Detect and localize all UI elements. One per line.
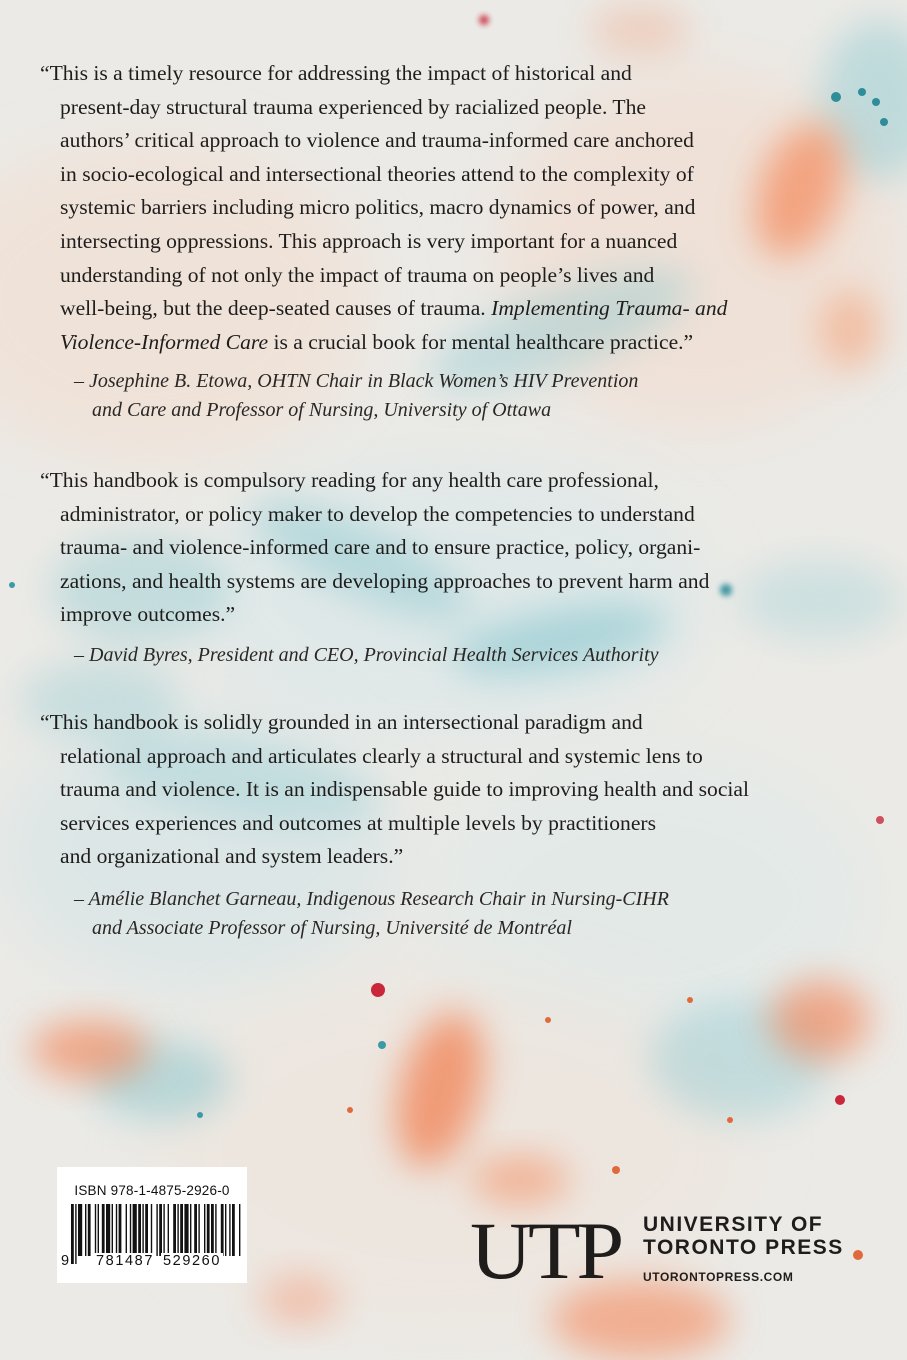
barcode-bar <box>112 1204 113 1256</box>
isbn-digit-first: 9 <box>61 1253 70 1269</box>
quote-line: services experiences and outcomes at multiple levels by practitioners <box>60 810 657 835</box>
quote-line: systemic barriers including micro politics, macro dynamics of power, and <box>60 195 696 220</box>
publisher-name-line-1: UNIVERSITY OF <box>643 1213 824 1236</box>
quote-line: in socio-ecological and intersectional theories attend to the complexity of <box>60 161 694 186</box>
publisher-name-line-2: TORONTO PRESS <box>643 1236 844 1259</box>
barcode-bar <box>229 1204 230 1256</box>
barcode-bar <box>142 1204 143 1256</box>
quote-line: “This handbook is compulsory reading for any health care professional, <box>40 468 659 492</box>
book-title: Implementing Trauma- and <box>491 296 728 321</box>
attribution-3 <box>74 885 669 943</box>
quote-line: trauma and violence. It is an indispensable guide to improving health and social <box>60 777 750 802</box>
barcode-bar <box>138 1204 141 1256</box>
attribution-line: – David Byres, President and CEO, Provincial Health Services Authority <box>74 644 659 666</box>
barcode-bar <box>106 1204 110 1256</box>
quote-line: and organizational and system leaders.” <box>60 844 404 869</box>
utp-logo <box>470 1210 630 1290</box>
barcode-bar <box>145 1204 148 1256</box>
isbn-label: ISBN 978-1-4875-2926-0 <box>74 1183 230 1198</box>
barcode-bar <box>85 1204 86 1256</box>
attribution-1 <box>74 367 638 425</box>
barcode-bar <box>180 1204 183 1256</box>
barcode-bar <box>130 1204 131 1256</box>
barcode-bar <box>95 1204 96 1256</box>
quote-line: zations, and health systems are developing approaches to prevent harm and <box>60 568 710 593</box>
quote-line: relational approach and articulates clearly a structural and systemic lens to <box>60 743 703 768</box>
barcode-bar <box>156 1204 157 1256</box>
barcode-bar <box>78 1204 82 1256</box>
quote-line: intersecting oppressions. This approach is very important for a nuanced <box>60 228 678 253</box>
barcode-bar <box>184 1204 188 1256</box>
isbn-barcode-box <box>57 1167 247 1283</box>
barcode-bar <box>163 1204 164 1256</box>
barcode-bar <box>177 1204 178 1256</box>
attribution-line: – Amélie Blanchet Garneau, Indigenous Research Chair in Nursing-CIHR <box>74 888 669 910</box>
isbn-digits-right: 529260 <box>163 1253 221 1269</box>
quote-line: understanding of not only the impact of trauma on people’s lives and <box>60 262 655 287</box>
barcode-bar <box>194 1204 197 1256</box>
barcode-bar <box>207 1204 210 1256</box>
barcode-bar <box>88 1204 91 1256</box>
quote-line: present-day structural trauma experienced by racialized people. The <box>60 94 646 119</box>
barcode-bar <box>239 1204 240 1256</box>
isbn-digits-left: 781487 <box>96 1253 154 1269</box>
endorsement-quote-3 <box>40 706 860 874</box>
barcode-bar <box>159 1204 162 1256</box>
barcode-bar <box>198 1204 199 1256</box>
attribution-line: and Associate Professor of Nursing, Université de Montréal <box>92 917 572 939</box>
attribution-2 <box>74 641 659 670</box>
endorsement-quote-1 <box>40 57 860 359</box>
quote-line: administrator, or policy maker to develop the competencies to understand <box>60 501 695 526</box>
barcode-bar <box>225 1204 226 1256</box>
book-title: Violence-Informed Care <box>60 329 269 354</box>
barcode-bar <box>126 1204 127 1256</box>
barcode-bar <box>133 1204 137 1256</box>
barcode-bar <box>102 1204 105 1256</box>
barcode-bar <box>116 1204 117 1256</box>
barcode-bar <box>232 1204 235 1256</box>
publisher-name <box>643 1213 844 1259</box>
barcode-bar <box>221 1204 224 1256</box>
quote-line: trauma- and violence-informed care and to ensure practice, policy, organi- <box>60 535 701 560</box>
barcode-bar <box>211 1204 214 1256</box>
quote-line <box>40 326 860 360</box>
barcode-bar <box>151 1204 152 1256</box>
quote-line: “This is a timely resource for addressing the impact of historical and <box>40 61 632 85</box>
barcode-bar <box>215 1204 216 1256</box>
barcode-bar <box>190 1204 191 1256</box>
barcode-bar <box>204 1204 205 1256</box>
barcode-bar <box>98 1204 99 1256</box>
utp-logo-text: UTP <box>470 1210 622 1290</box>
publisher-url: UTORONTOPRESS.COM <box>643 1270 794 1284</box>
barcode-bar <box>119 1204 122 1256</box>
quote-line <box>40 292 860 326</box>
endorsement-quote-2 <box>40 464 860 632</box>
quote-line: authors’ critical approach to violence and trauma-informed care anchored <box>60 128 694 153</box>
quote-line: improve outcomes.” <box>60 602 236 627</box>
quote-line: “This handbook is solidly grounded in an intersectional paradigm and <box>40 710 643 734</box>
quote-text: is a crucial book for mental healthcare practice.” <box>268 329 694 354</box>
attribution-line: – Josephine B. Etowa, OHTN Chair in Black Women’s HIV Prevention <box>74 370 639 392</box>
attribution-line: and Care and Professor of Nursing, University of Ottawa <box>92 399 552 421</box>
isbn-digits <box>57 1253 247 1277</box>
quote-text: well-being, but the deep-seated causes of trauma. <box>60 296 486 321</box>
